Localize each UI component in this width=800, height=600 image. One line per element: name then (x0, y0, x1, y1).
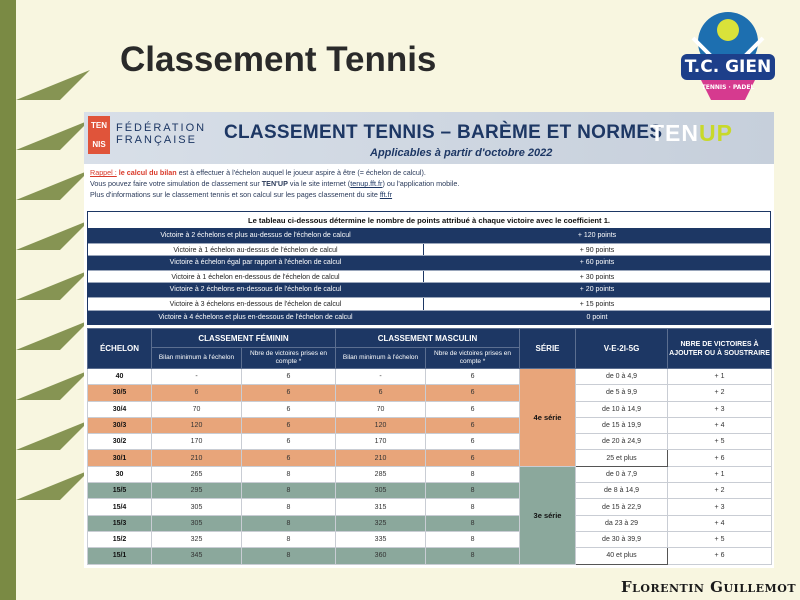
masc-bilan-cell: 70 (336, 401, 426, 417)
table-row (88, 434, 772, 450)
document-notes: Rappel : le calcul du bilan est à effectuer à l'échelon auquel le joueur aspire à être (= échelon de calcul). Vous pouvez faire votre simulation de classement sur TEN'UP via le site internet (tenup.fft.fr) ou l'application mobile. Plus d'informations sur le classement tennis et son calcul sur les pages classement du site fft.fr (90, 168, 460, 199)
vef-range-cell: da 23 à 29 (576, 515, 668, 531)
coefficient-points: 0 point (586, 313, 608, 321)
fft-logo: TEN NIS (88, 116, 110, 154)
masc-bilan-cell: - (336, 369, 426, 385)
header-fem-bilan: Bilan minimum à l'échelon (152, 348, 242, 369)
fem-victoires-cell: 8 (242, 531, 336, 547)
fem-bilan-cell: 120 (152, 417, 242, 433)
vef-range-cell: de 20 à 24,9 (576, 434, 668, 450)
coefficient-points: + 20 points (579, 286, 615, 294)
victoires-delta-cell: + 5 (668, 434, 772, 450)
table-row (88, 385, 772, 401)
author-name: Florentin Guillemot (621, 578, 796, 596)
echelon-cell: 30 (88, 466, 152, 482)
echelon-cell: 15/4 (88, 499, 152, 515)
table-row (88, 548, 772, 564)
masc-victoires-cell: 8 (426, 548, 520, 564)
fem-victoires-cell: 6 (242, 401, 336, 417)
vef-range-cell: 25 et plus (576, 450, 668, 466)
coefficient-row (88, 270, 770, 284)
masc-victoires-cell: 8 (426, 531, 520, 547)
victoires-delta-cell: + 2 (668, 483, 772, 499)
header-feminin: CLASSEMENT FÉMININ (152, 329, 336, 348)
masc-bilan-cell: 360 (336, 548, 426, 564)
document-title: CLASSEMENT TENNIS – BARÈME ET NORMES (224, 122, 663, 143)
federation-name: FÉDÉRATION FRANÇAISE (116, 122, 207, 146)
fem-bilan-cell: 295 (152, 483, 242, 499)
header-echelon: ÉCHELON (88, 329, 152, 369)
fem-bilan-cell: 170 (152, 434, 242, 450)
echelon-cell: 30/3 (88, 417, 152, 433)
coefficient-table (87, 211, 771, 325)
masc-victoires-cell: 6 (426, 385, 520, 401)
header-vef: V-E-2I-5G (576, 329, 668, 369)
classement-table (87, 328, 772, 565)
table-row (88, 369, 772, 385)
victoires-delta-cell: + 2 (668, 385, 772, 401)
echelon-cell: 30/5 (88, 385, 152, 401)
vef-range-cell: de 15 à 19,9 (576, 417, 668, 433)
document-header (84, 112, 774, 164)
echelon-cell: 40 (88, 369, 152, 385)
fem-victoires-cell: 8 (242, 499, 336, 515)
table-row (88, 483, 772, 499)
victoires-delta-cell: + 3 (668, 401, 772, 417)
victoires-delta-cell: + 6 (668, 450, 772, 466)
masc-bilan-cell: 315 (336, 499, 426, 515)
fem-bilan-cell: - (152, 369, 242, 385)
fem-victoires-cell: 6 (242, 369, 336, 385)
victoires-delta-cell: + 5 (668, 531, 772, 547)
coefficient-points: + 90 points (579, 246, 615, 254)
coefficient-label: Victoire à 3 échelons en-dessous de l'échelon de calcul (88, 298, 424, 310)
victoires-delta-cell: + 3 (668, 499, 772, 515)
table-row (88, 466, 772, 482)
table-row (88, 417, 772, 433)
vef-range-cell: de 30 à 39,9 (576, 531, 668, 547)
fft-bareme-document (84, 112, 774, 568)
echelon-cell: 15/5 (88, 483, 152, 499)
coefficient-points: + 60 points (579, 259, 615, 267)
coefficient-row (88, 311, 770, 325)
fft-link[interactable]: fft.fr (379, 190, 393, 199)
masc-bilan-cell: 210 (336, 450, 426, 466)
fem-victoires-cell: 8 (242, 483, 336, 499)
victoires-delta-cell: + 4 (668, 515, 772, 531)
table-row (88, 531, 772, 547)
vef-range-cell: de 15 à 22,9 (576, 499, 668, 515)
echelon-cell: 30/4 (88, 401, 152, 417)
header-masculin: CLASSEMENT MASCULIN (336, 329, 520, 348)
coefficient-label: Victoire à échelon égal par rapport à l'échelon de calcul (88, 256, 424, 270)
masc-bilan-cell: 305 (336, 483, 426, 499)
fem-victoires-cell: 6 (242, 385, 336, 401)
masc-victoires-cell: 8 (426, 483, 520, 499)
masc-bilan-cell: 6 (336, 385, 426, 401)
masc-victoires-cell: 6 (426, 417, 520, 433)
fem-bilan-cell: 305 (152, 499, 242, 515)
header-nbre-victoires: NBRE DE VICTOIRES À AJOUTER OU À SOUSTRAIRE (668, 329, 772, 369)
club-logo-name: T.C. GIEN (684, 57, 772, 77)
fem-victoires-cell: 8 (242, 466, 336, 482)
coefficient-points: + 15 points (579, 300, 615, 308)
coefficient-row (88, 256, 770, 270)
vef-range-cell: de 0 à 7,9 (576, 466, 668, 482)
masc-bilan-cell: 120 (336, 417, 426, 433)
header-masc-victoires: Nbre de victoires prises en compte * (426, 348, 520, 369)
coefficient-row (88, 283, 770, 297)
header-masc-bilan: Bilan minimum à l'échelon (336, 348, 426, 369)
fem-bilan-cell: 6 (152, 385, 242, 401)
masc-victoires-cell: 6 (426, 450, 520, 466)
fem-bilan-cell: 305 (152, 515, 242, 531)
masc-bilan-cell: 325 (336, 515, 426, 531)
fem-victoires-cell: 8 (242, 515, 336, 531)
masc-victoires-cell: 8 (426, 515, 520, 531)
coefficient-label: Victoire à 1 échelon en-dessous de l'échelon de calcul (88, 271, 424, 283)
table-row (88, 401, 772, 417)
fem-victoires-cell: 6 (242, 417, 336, 433)
coefficient-row (88, 229, 770, 243)
fem-bilan-cell: 210 (152, 450, 242, 466)
echelon-cell: 30/2 (88, 434, 152, 450)
echelon-cell: 15/1 (88, 548, 152, 564)
masc-victoires-cell: 6 (426, 434, 520, 450)
masc-victoires-cell: 6 (426, 369, 520, 385)
vef-range-cell: de 8 à 14,9 (576, 483, 668, 499)
coefficient-row (88, 243, 770, 257)
slide-title: Classement Tennis (120, 40, 437, 79)
victoires-delta-cell: + 6 (668, 548, 772, 564)
coefficient-row (88, 297, 770, 311)
club-logo-tagline: TENNIS · PADEL (701, 84, 755, 91)
vef-range-cell: de 5 à 9,9 (576, 385, 668, 401)
serie-3-cell: 3e série (520, 466, 576, 564)
vef-range-cell: de 0 à 4,9 (576, 369, 668, 385)
masc-victoires-cell: 6 (426, 401, 520, 417)
coefficient-label: Victoire à 2 échelons en-dessous de l'échelon de calcul (88, 283, 424, 297)
serie-4-cell: 4e série (520, 369, 576, 467)
fem-bilan-cell: 70 (152, 401, 242, 417)
table-row (88, 515, 772, 531)
masc-bilan-cell: 335 (336, 531, 426, 547)
victoires-delta-cell: + 4 (668, 417, 772, 433)
table-row (88, 450, 772, 466)
header-serie: SÉRIE (520, 329, 576, 369)
coefficient-points: + 120 points (577, 232, 617, 239)
masc-bilan-cell: 285 (336, 466, 426, 482)
header-fem-victoires: Nbre de victoires prises en compte * (242, 348, 336, 369)
vef-range-cell: de 10 à 14,9 (576, 401, 668, 417)
tenup-logo: TENUP (650, 120, 733, 146)
coefficient-label: Victoire à 2 échelons et plus au-dessus de l'échelon de calcul (88, 229, 424, 243)
victoires-delta-cell: + 1 (668, 369, 772, 385)
fem-victoires-cell: 6 (242, 450, 336, 466)
victoires-delta-cell: + 1 (668, 466, 772, 482)
coefficient-label: Victoire à 4 échelons et plus en-dessous de l'échelon de calcul (88, 311, 424, 325)
vef-range-cell: 40 et plus (576, 548, 668, 564)
echelon-cell: 15/3 (88, 515, 152, 531)
fem-bilan-cell: 265 (152, 466, 242, 482)
masc-victoires-cell: 8 (426, 466, 520, 482)
document-subtitle: Applicables à partir d'octobre 2022 (370, 147, 553, 159)
table-row (88, 499, 772, 515)
fem-victoires-cell: 8 (242, 548, 336, 564)
echelon-cell: 30/1 (88, 450, 152, 466)
fem-bilan-cell: 345 (152, 548, 242, 564)
echelon-cell: 15/2 (88, 531, 152, 547)
coefficient-points: + 30 points (579, 273, 615, 281)
tenup-link[interactable]: tenup.fft.fr (350, 179, 383, 188)
fem-bilan-cell: 325 (152, 531, 242, 547)
masc-victoires-cell: 8 (426, 499, 520, 515)
fem-victoires-cell: 6 (242, 434, 336, 450)
masc-bilan-cell: 170 (336, 434, 426, 450)
coefficient-label: Victoire à 1 échelon au-dessus de l'échelon de calcul (88, 244, 424, 256)
coefficient-heading: Le tableau ci-dessous détermine le nombre de points attribué à chaque victoire avec le coefficient 1. (88, 212, 770, 229)
